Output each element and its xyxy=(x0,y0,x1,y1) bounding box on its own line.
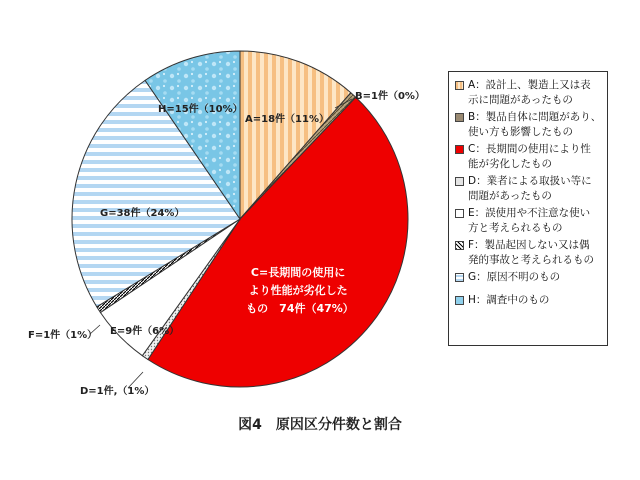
legend-item-h xyxy=(455,293,603,308)
slice-label-c-line1: C=長期間の使用に xyxy=(250,266,346,279)
slice-label-f: F=1件（1%） xyxy=(28,330,98,341)
slice-label-e: E=9件（6%） xyxy=(110,326,180,337)
slice-label-g: G=38件（24%） xyxy=(100,208,185,219)
legend-swatch-c xyxy=(455,145,464,154)
slice-label-c xyxy=(246,265,354,315)
legend-item-e xyxy=(455,206,603,236)
legend-swatch-g xyxy=(455,273,464,282)
legend-swatch-h xyxy=(455,296,464,305)
legend-swatch-e xyxy=(455,209,464,218)
legend-item-d xyxy=(455,174,603,204)
slice-label-a: A=18件（11%） xyxy=(245,114,329,125)
slice-label-h: H=15件（10%） xyxy=(158,104,243,115)
legend xyxy=(448,71,608,346)
slice-label-d: D=1件,（1%） xyxy=(80,386,155,397)
slice-label-b: B=1件（0%） xyxy=(355,91,425,102)
legend-item-b xyxy=(455,110,603,140)
chart-caption: 図4 原因区分件数と割合 xyxy=(238,417,402,433)
legend-label-c: C：長期間の使用により性 能が劣化したもの xyxy=(468,143,591,170)
legend-swatch-f xyxy=(455,241,464,250)
legend-label-f: F：製品起因しない又は偶 発的事故と考えられるもの xyxy=(468,239,594,266)
slice-label-c-line2: より性能が劣化した xyxy=(248,284,348,297)
legend-label-e: E：誤使用や不注意な使い 方と考えられるもの xyxy=(468,207,591,234)
legend-item-c xyxy=(455,142,603,172)
legend-swatch-d xyxy=(455,177,464,186)
legend-item-a xyxy=(455,78,603,108)
legend-label-a: A：設計上、製造上又は表 示に問題があったもの xyxy=(468,79,591,106)
legend-label-g: G：原因不明のもの xyxy=(468,271,561,283)
legend-label-d: D：業者による取扱い等に 問題があったもの xyxy=(468,175,592,202)
slice-label-c-line3: もの 74件（47%） xyxy=(246,302,354,315)
legend-swatch-b xyxy=(455,113,464,122)
legend-label-h: H：調査中のもの xyxy=(468,294,550,306)
legend-swatch-a xyxy=(455,81,464,90)
legend-item-f xyxy=(455,238,603,268)
legend-label-b: B：製品自体に問題があり、 使い方も影響したもの xyxy=(468,111,602,138)
legend-item-g xyxy=(455,270,603,285)
